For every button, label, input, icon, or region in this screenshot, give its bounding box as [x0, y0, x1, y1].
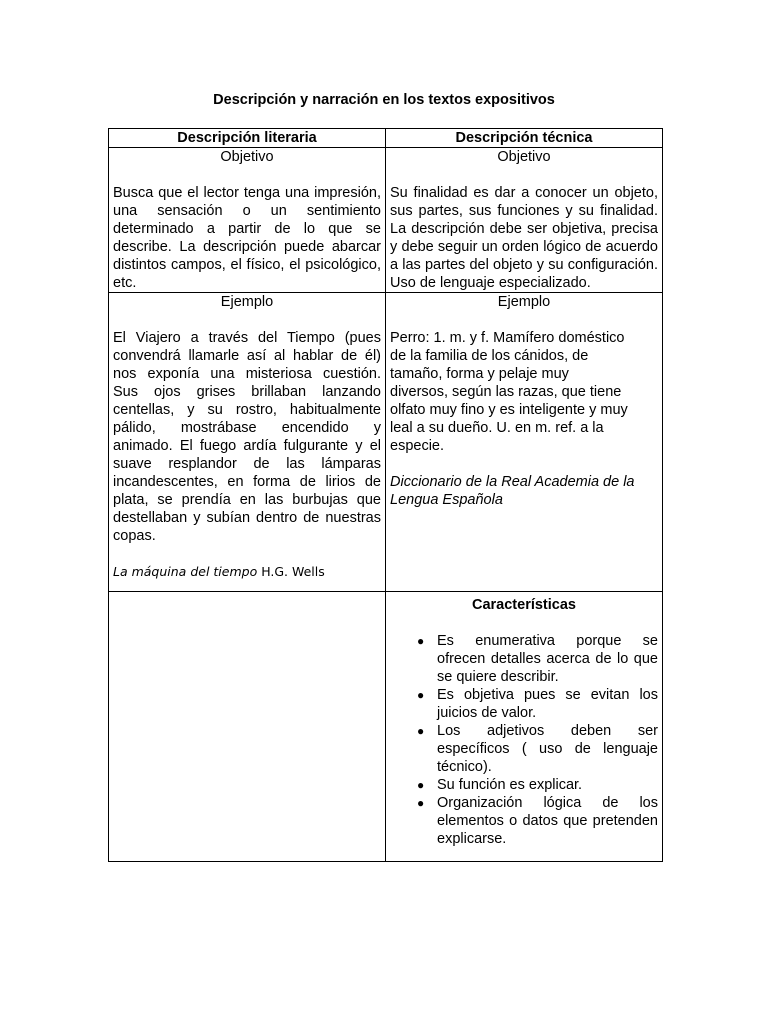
objective-left-cell	[109, 148, 386, 293]
list-item-text: Es enumerativa porque se ofrecen detalles acerca de lo que se quiere describir.	[437, 633, 658, 685]
characteristics-left-cell	[109, 592, 386, 862]
list-item	[417, 722, 658, 776]
characteristics-right-cell	[386, 592, 663, 862]
header-tecnica: Descripción técnica	[386, 129, 663, 148]
list-item	[417, 776, 658, 794]
objective-label-left: Objetivo	[220, 149, 274, 165]
list-item-text: Su función es explicar.	[437, 777, 583, 793]
objective-row	[109, 148, 663, 293]
bullet-icon: ●	[417, 796, 425, 810]
objective-label-right: Objetivo	[497, 149, 551, 165]
list-item	[417, 632, 658, 686]
source-author: H.G. Wells	[261, 564, 325, 579]
example-left-text: El Viajero a través del Tiempo (pues convendrá llamarle así al hablar de él) nos exponía una misteriosa cuestión. Sus ojos grises brillaban lanzando centellas, y su rostro, habitualmente pálido, mostrábase encendido y animado. El fuego ardía fulgurante y el suave resplandor de las lámparas incandescentes, en forma de lirios de plata, se prendía en las burbujas que destellaban y subían dentro de nuestras copas.	[113, 330, 381, 544]
list-item	[417, 794, 658, 848]
source-title: La máquina del tiempo	[113, 564, 258, 579]
example-label-left: Ejemplo	[220, 294, 274, 310]
page-title: Descripción y narración en los textos expositivos	[213, 92, 555, 108]
characteristics-label: Características	[472, 597, 576, 613]
example-left-cell	[109, 293, 386, 592]
example-right-cell	[386, 293, 663, 592]
example-right-text: Perro: 1. m. y f. Mamífero doméstico de la familia de los cánidos, de tamaño, forma y pelaje muy diversos, según las razas, que tiene olfato muy fino y es inteligente y muy leal a su dueño. U. en m. ref. a la especie.	[390, 330, 628, 454]
list-item	[417, 686, 658, 722]
example-label-right: Ejemplo	[497, 294, 551, 310]
characteristics-list	[390, 632, 658, 848]
bullet-icon: ●	[417, 724, 425, 738]
bullet-icon: ●	[417, 634, 425, 648]
list-item-text: Es objetiva pues se evitan los juicios de valor.	[437, 687, 658, 721]
list-item-text: Los adjetivos deben ser específicos ( uso de lenguaje técnico).	[437, 723, 658, 775]
example-left-source	[113, 563, 381, 581]
header-row	[109, 129, 663, 148]
characteristics-row	[109, 592, 663, 862]
example-row	[109, 293, 663, 592]
comparison-table	[108, 128, 663, 862]
header-literaria: Descripción literaria	[109, 129, 386, 148]
bullet-icon: ●	[417, 778, 425, 792]
example-right-source: Diccionario de la Real Academia de la Lengua Española	[390, 474, 635, 508]
bullet-icon: ●	[417, 688, 425, 702]
objective-right-cell	[386, 148, 663, 293]
list-item-text: Organización lógica de los elementos o datos que pretenden explicarse.	[437, 795, 658, 847]
objective-right-text: Su finalidad es dar a conocer un objeto, sus partes, sus funciones y su finalidad. La descripción debe ser objetiva, precisa y debe seguir un orden lógico de acuerdo a las partes del objeto y su configuración. Uso de lenguaje especializado.	[390, 185, 658, 291]
objective-left-text: Busca que el lector tenga una impresión, una sensación o un sentimiento determinado a partir de lo que se describe. La descripción puede abarcar distintos campos, el físico, el psicológico, etc.	[113, 185, 381, 291]
